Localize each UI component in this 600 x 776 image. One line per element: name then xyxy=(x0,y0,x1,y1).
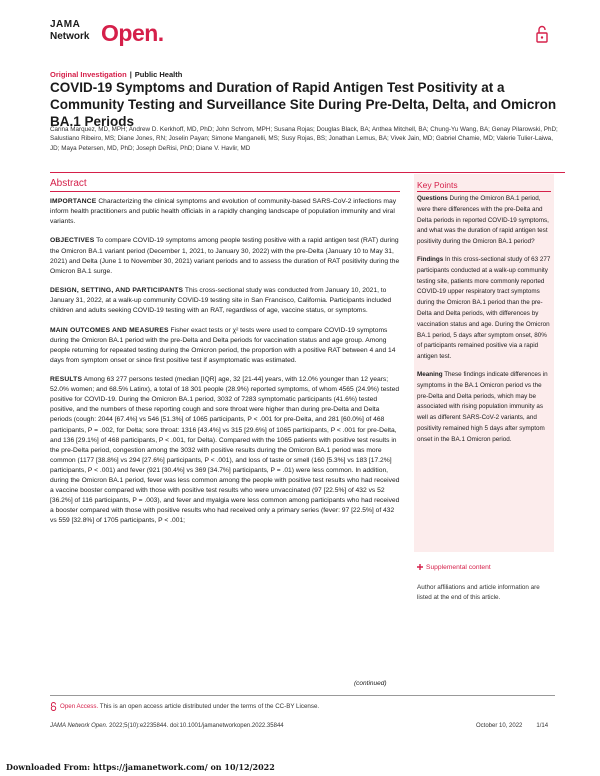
header-divider xyxy=(50,172,565,173)
key-points-questions: Questions During the Omicron BA.1 period, were there differences with the pre-Delta and Delta periods in reported COVID-19 symptoms, and what was the duration of rapid antigen test positivity during the Omicron BA.1 period? xyxy=(417,195,549,246)
footer-doi: 2022;5(10):e2235844. doi:10.1001/jamanetworkopen.2022.35844 xyxy=(109,723,284,729)
open-access-lock-icon xyxy=(536,25,548,43)
open-access-label: Open Access. xyxy=(60,703,99,711)
plus-icon xyxy=(417,564,423,570)
continued-note: (continued) xyxy=(354,680,387,687)
download-watermark: Downloaded From: https://jamanetwork.com/ on 10/12/2022 xyxy=(6,762,275,772)
footer-date: October 10, 2022 xyxy=(476,723,523,729)
abstract-body xyxy=(50,197,400,536)
abstract-design: DESIGN, SETTING, AND PARTICIPANTS This cross-sectional study was conducted from January 10, 2021, to January 31, 2022, at a walk-up community COVID-19 testing site in San Francisco, California. Participants included children and adults seeking COVID-19 testing with an RAT, regardless of age, vaccine status, or symptoms. xyxy=(50,287,392,315)
open-access-icon xyxy=(50,702,57,711)
footer-journal: JAMA Network Open. xyxy=(50,723,108,729)
page-number: 1/14 xyxy=(536,723,549,729)
article-title: COVID-19 Symptoms and Duration of Rapid Antigen Test Positivity at a Community Testing and Surveillance Site During Pre-Delta, Delta, and Omicron BA.1 Periods xyxy=(50,80,557,129)
abstract-results: RESULTS Among 63 277 persons tested (median [IQR] age, 32 [21-44] years, with 12.0% younger than 12 years; 52.0% women; and 68.5% Latinx), a total of 18 301 people (28.9%) reported symptoms, of whom 4565 (24.9%) tested positive for COVID-19. During the Omicron BA.1 period, 3032 of 7283 symptomatic participants (41.6%) tested positive, and the numbers of these reporting cough and sore throat were higher than during pre-Delta and Delta periods (cough: 2044 [67.4%] vs 546 [51.3%] of 1065 participants, P < .001 for pre-Delta, and 281 [60.0%] of 468 participants, P = .002, for Delta; sore throat: 1316 [43.4%] vs 315 [29.6%] of 1065 participants, P < .001 for pre-Delta, and 136 [29.1%] of 468 participants, P < .001, for Delta). Compared with the 1065 patients with positive test results in the pre-Delta period, congestion among the 3032 with positive results during the Omicron BA.1 period was more common (1177 [38.8%] vs 294 [27.6%] participants, P < .001), and loss of taste or smell (160 [5.3%] vs 183 [17.2%] participants, P < .001) and fever (921 [30.4%] vs 369 [34.7%] participants, P = .01) were less common. In addition, during the Omicron BA.1 period, fever was less common among the people with positive test results who had received a vaccine booster compared with those with positive test results who were unvaccinated (97 [22.5%] of 432 vs 52 [36.2%] of 116 participants, P = .003), and fever and myalgia were less common among participants who had received a booster compared with those with positive results who had received only a primary series (fever: 97 [22.5%] of 432 vs 559 [32.8%] of 1705 participants, P < .001; xyxy=(50,376,400,525)
affiliations-note: Author affiliations and article information are listed at the end of this article. xyxy=(417,584,540,601)
abstract-outcomes: MAIN OUTCOMES AND MEASURES Fisher exact tests or χ² tests were used to compare COVID-19 symptoms during the Omicron BA.1 period with the pre-Delta and Delta periods for vaccination status and age group. Among people returning for repeated testing during the Omicron period, the proportion with a positive RAT between 4 and 14 days from symptom onset or since first positive test if asymptomatic was estimated. xyxy=(50,326,396,364)
supplemental-content-link[interactable]: Supplemental content xyxy=(417,564,491,571)
footer-citation xyxy=(50,723,284,729)
license-text: This is an open access article distributed under the terms of the CC-BY License. xyxy=(99,703,320,711)
logo-small-text: JAMA Network xyxy=(50,19,90,42)
key-points-findings: Findings In this cross-sectional study of 63 277 participants conducted at a walk-up community testing site, patients more commonly reported COVID-19 upper respiratory tract symptoms during the Omicron BA.1 period than the pre-Delta and Delta periods, with differences by vaccination status and age. During the Omicron BA.1 period, 5 days after symptom onset, 80% of participants remained positive via a rapid antigen test. xyxy=(417,255,551,361)
jama-network-open-logo[interactable] xyxy=(50,20,180,50)
key-points-divider xyxy=(417,191,551,192)
article-type: Original Investigation xyxy=(50,70,127,79)
article-section-label xyxy=(50,70,182,79)
abstract-importance: IMPORTANCE Characterizing the clinical symptoms and evolution of community-based SARS-CoV-2 infections may inform health practitioners and public health officials in a rapidly changing landscape of population immunity and viral variants. xyxy=(50,198,397,226)
author-list: Carina Marquez, MD, MPH; Andrew D. Kerkhoff, MD, PhD; John Schrom, MPH; Susana Rojas; Douglas Black, BA; Anthea Mitchell, BA; Chung-Yu Wang, BA; Genay Pilarowski, PhD; Salustiano Ribeiro, MS; Diane Jones, RN; Joselin Payan; Simone Manganelli, MS; Susy Rojas, BS; Jonathan Lemus, BA; Vivek Jain, MD; Gabriel Chamie, MD; Valerie Tulier-Laiwa, JD; Maya Petersen, MD, PhD; Joseph DeRisi, PhD; Diane V. Havlir, MD xyxy=(50,126,558,152)
section-separator: | xyxy=(129,70,132,79)
footer-divider xyxy=(50,695,555,696)
article-topic: Public Health xyxy=(134,70,183,79)
logo-open-text: Open. xyxy=(101,20,164,46)
open-access-statement xyxy=(50,702,319,711)
abstract-objectives: OBJECTIVES To compare COVID-19 symptoms among people testing positive with a rapid antigen test (RAT) during the Omicron BA.1 variant period (December 1, 2021, to January 30, 2022) with the pre-Delta (January 10 to May 31, 2021) and Delta (June 1 to November 30, 2021) variant periods and to assess the duration of RAT positivity during the Omicron BA.1 surge. xyxy=(50,237,400,275)
key-points-heading: Key Points xyxy=(417,180,458,190)
key-points-meaning: Meaning These findings indicate differences in symptoms in the BA.1 Omicron period vs the pre-Delta and Delta periods, which may be associated with rising population immunity as well as different SARS-CoV-2 variants, and positivity remained high 5 days after symptom onset in the BA.1 Omicron period. xyxy=(417,370,548,443)
footer-meta xyxy=(476,723,548,729)
abstract-heading: Abstract xyxy=(50,178,87,189)
key-points-body xyxy=(417,194,551,453)
abstract-divider xyxy=(50,191,400,192)
